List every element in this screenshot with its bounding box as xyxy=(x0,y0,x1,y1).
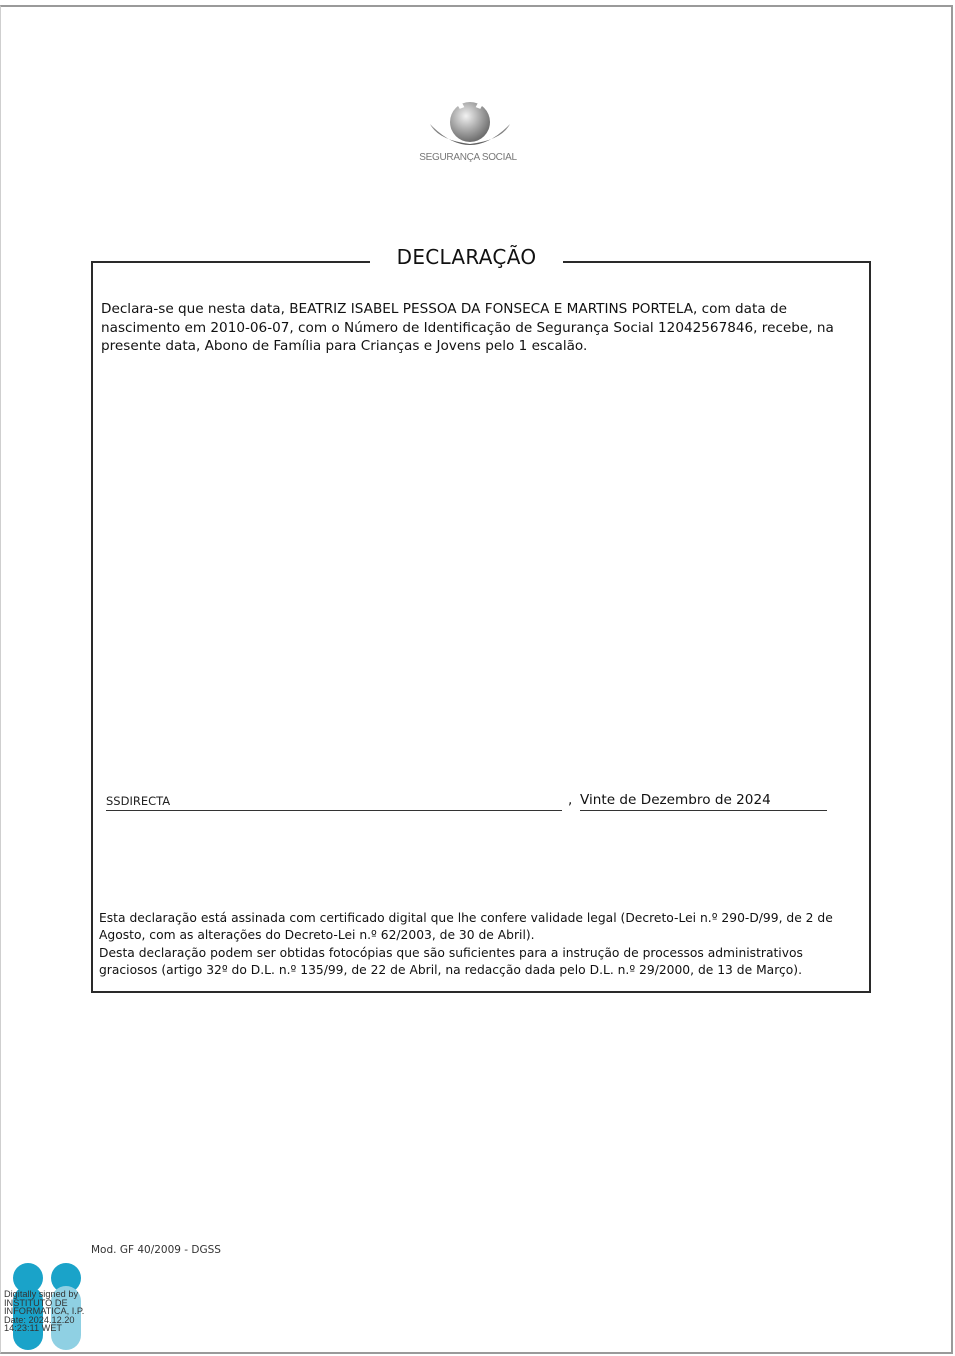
declaration-box xyxy=(91,261,871,993)
legal-notice xyxy=(99,910,861,980)
signature-line: Digitally signed by xyxy=(4,1289,79,1299)
model-reference: Mod. GF 40/2009 - DGSS xyxy=(91,1244,221,1256)
date-separator: , xyxy=(568,792,573,808)
signature-line: 14:23:11 WET xyxy=(4,1323,63,1334)
legal-paragraph: Desta declaração podem ser obtidas fotocópias que são suficientes para a instrução de processos administrativos graciosos (artigo 32º do D.L. n.º 135/99, de 22 de Abril, na redacção dada pelo D.L. n.º 29/2000, de 13 de Março). xyxy=(99,945,803,978)
signature-line: Date: 2024.12.20 xyxy=(4,1314,75,1325)
place-field: SSDIRECTA xyxy=(106,792,562,811)
digital-signature-text xyxy=(4,1290,104,1333)
signature-line: INFORMATICA, I.P. xyxy=(4,1306,85,1317)
logo-text: SEGURANÇA SOCIAL xyxy=(419,152,517,163)
date-field: Vinte de Dezembro de 2024 xyxy=(580,790,827,811)
declaration-title: DECLARAÇÃO xyxy=(370,243,563,271)
legal-paragraph: Esta declaração está assinada com certificado digital que lhe confere validade legal (Decreto-Lei n.º 290-D/99, de 2 de Agosto, com as alterações do Decreto-Lei n.º 62/2003, de 30 de Abril). xyxy=(99,911,833,943)
signature-line: INSTITUTO DE xyxy=(4,1297,68,1308)
declaration-body: Declara-se que nesta data, BEATRIZ ISABEL PESSOA DA FONSECA E MARTINS PORTELA, com data de nascimento em 2010-06-07, com o Número de Identificação de Segurança Social 12042567846, recebe, na presente data, Abono de Família para Crianças e Jovens pelo 1 escalão. xyxy=(101,301,834,354)
